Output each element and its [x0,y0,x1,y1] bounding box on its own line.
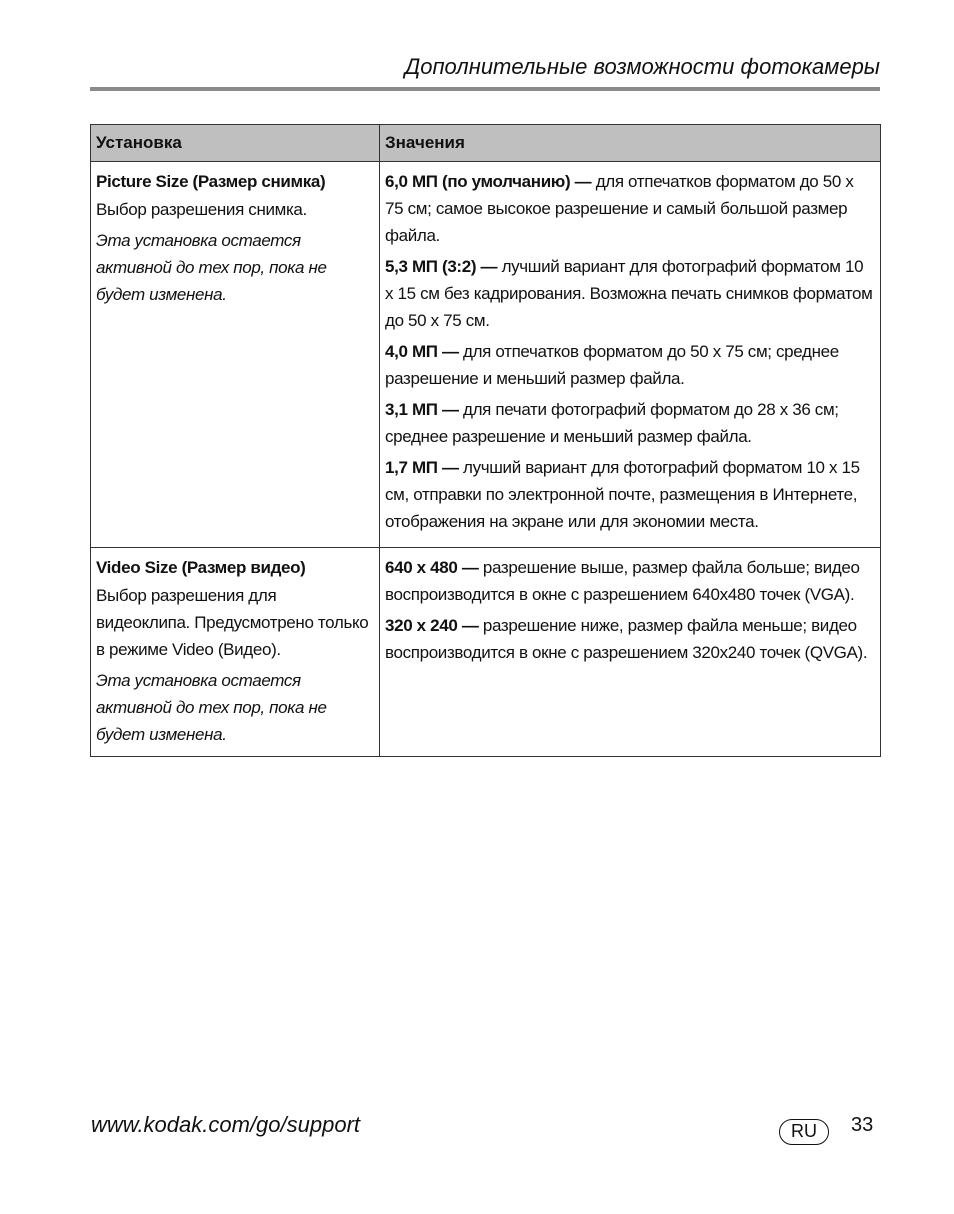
language-badge: RU [779,1119,829,1145]
setting-name: Picture Size (Размер снимка) [96,172,326,191]
option-item [385,168,875,249]
option-text: для отпечатков форматом до 50 x 75 см; среднее разрешение и меньший размер файла. [385,342,839,388]
option-label: 3,1 МП — [385,400,459,419]
table-row [91,548,881,757]
setting-description: Выбор разрешения для видеоклипа. Предусмотрено только в режиме Video (Видео). [96,586,369,659]
page-header-title: Дополнительные возможности фотокамеры [404,54,880,79]
setting-name: Video Size (Размер видео) [96,558,306,577]
setting-cell [91,548,380,757]
header-rule [90,87,880,91]
setting-description: Выбор разрешения снимка. [96,200,307,219]
setting-note: Эта установка остается активной до тех пор, пока не будет изменена. [96,231,327,304]
option-text: для отпечатков форматом до 50 x 75 см; самое высокое разрешение и самый большой размер файла. [385,172,854,245]
page-number: 33 [851,1114,874,1136]
option-label: 320 x 240 — [385,616,479,635]
table-row [91,162,881,548]
option-item [385,396,875,450]
option-item [385,612,875,666]
values-cell [380,548,881,757]
option-label: 1,7 МП — [385,458,459,477]
option-label: 6,0 МП (по умолчанию) — [385,172,592,191]
option-label: 5,3 МП (3:2) — [385,257,498,276]
option-text: лучший вариант для фотографий форматом 10 x 15 см, отправки по электронной почте, размещения в Интернете, отображения на экране или для экономии места. [385,458,860,531]
option-text: разрешение ниже, размер файла меньше; видео воспроизводится в окне с разрешением 320x240 точек (QVGA). [385,616,868,662]
setting-cell [91,162,380,548]
column-header-setting: Установка [91,125,380,162]
column-header-values: Значения [380,125,881,162]
option-item [385,554,875,608]
table-header-row [91,125,881,162]
setting-note: Эта установка остается активной до тех пор, пока не будет изменена. [96,671,327,744]
option-item [385,454,875,535]
support-url: www.kodak.com/go/support [91,1112,361,1137]
option-text: лучший вариант для фотографий форматом 10 x 15 см без кадрирования. Возможна печать снимков форматом до 50 x 75 см. [385,257,873,330]
option-text: для печати фотографий форматом до 28 x 36 см; среднее разрешение и меньший размер файла. [385,400,839,446]
option-text: разрешение выше, размер файла больше; видео воспроизводится в окне с разрешением 640x480 точек (VGA). [385,558,860,604]
option-label: 4,0 МП — [385,342,459,361]
option-item [385,338,875,392]
option-item [385,253,875,334]
values-cell [380,162,881,548]
option-label: 640 x 480 — [385,558,479,577]
settings-table [90,124,881,757]
